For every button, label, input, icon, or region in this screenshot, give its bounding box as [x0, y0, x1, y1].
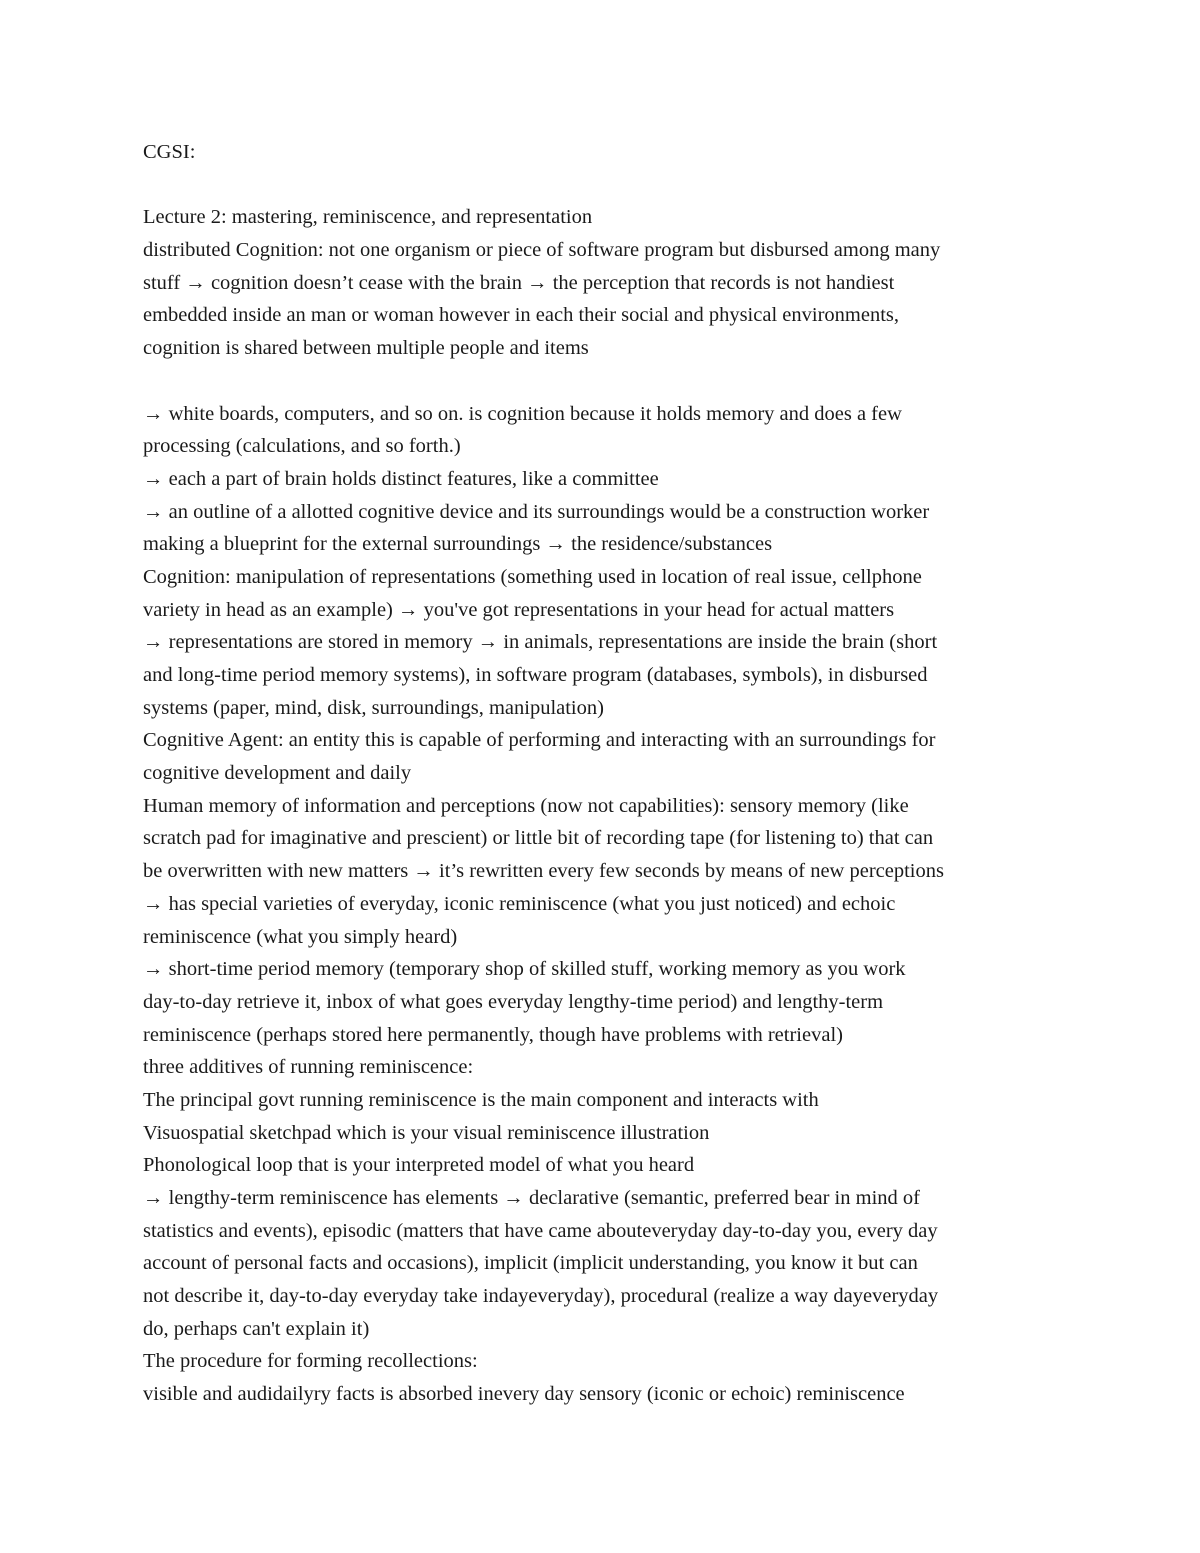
text-line: Phonological loop that is your interpreted model of what you heard [143, 1154, 695, 1177]
text-line: The procedure for forming recollections: [143, 1350, 478, 1373]
text-line: statistics and events), episodic (matters that have came abouteveryday day-to-day you, every day [143, 1219, 938, 1242]
text-line: The principal govt running reminiscence is the main component and interacts with [143, 1088, 819, 1111]
text-line: be overwritten with new matters → it’s rewritten every few seconds by means of new perceptions [143, 860, 944, 883]
text-line: three additives of running reminiscence: [143, 1056, 474, 1079]
text-line: distributed Cognition: not one organism or piece of software program but disbursed among many [143, 239, 941, 262]
text-line: cognition is shared between multiple people and items [143, 337, 589, 360]
text-line: Visuospatial sketchpad which is your visual reminiscence illustration [143, 1121, 710, 1144]
text-line: → has special varieties of everyday, iconic reminiscence (what you just noticed) and echoic [143, 892, 896, 915]
text-line: → each a part of brain holds distinct features, like a committee [143, 467, 659, 490]
document-page [143, 136, 1083, 1411]
text-line: processing (calculations, and so forth.) [143, 435, 461, 458]
text-line: reminiscence (what you simply heard) [143, 925, 458, 948]
text-line: systems (paper, mind, disk, surroundings, manipulation) [143, 696, 604, 719]
text-line: making a blueprint for the external surroundings → the residence/substances [143, 533, 773, 556]
blank-line [143, 365, 1083, 398]
text-line: → short-time period memory (temporary shop of skilled stuff, working memory as you work [143, 958, 906, 981]
text-line: day-to-day retrieve it, inbox of what goes everyday lengthy-time period) and lengthy-term [143, 990, 884, 1013]
text-line: Lecture 2: mastering, reminiscence, and representation [143, 206, 593, 229]
text-line: stuff → cognition doesn’t cease with the brain → the perception that records is not handiest [143, 271, 895, 294]
document-heading: CGSI: [143, 141, 196, 163]
text-line: cognitive development and daily [143, 762, 412, 785]
text-line: account of personal facts and occasions), implicit (implicit understanding, you know it but can [143, 1252, 918, 1275]
text-line: Human memory of information and perceptions (now not capabilities): sensory memory (like [143, 794, 909, 817]
text-line: not describe it, day-to-day everyday take indayeveryday), procedural (realize a way dayeveryday [143, 1285, 939, 1308]
text-line: scratch pad for imaginative and prescient) or little bit of recording tape (for listening to) that can [143, 827, 934, 850]
text-line: visible and audidailyry facts is absorbed inevery day sensory (iconic or echoic) reminiscence [143, 1383, 905, 1406]
text-line: → white boards, computers, and so on. is cognition because it holds memory and does a few [143, 402, 902, 425]
text-line: → representations are stored in memory → in animals, representations are inside the brain (short [143, 631, 938, 654]
text-line: do, perhaps can't explain it) [143, 1317, 370, 1340]
text-line: reminiscence (perhaps stored here permanently, though have problems with retrieval) [143, 1023, 843, 1046]
text-line: Cognitive Agent: an entity this is capable of performing and interacting with an surroundings for [143, 729, 936, 752]
text-line: variety in head as an example) → you've got representations in your head for actual matters [143, 598, 895, 621]
text-line: Cognition: manipulation of representations (something used in location of real issue, cellphone [143, 565, 922, 588]
text-line: → lengthy-term reminiscence has elements → declarative (semantic, preferred bear in mind of [143, 1187, 920, 1209]
text-line: → an outline of a allotted cognitive device and its surroundings would be a construction worker [143, 500, 930, 523]
text-line: embedded inside an man or woman however in each their social and physical environments, [143, 304, 899, 327]
blank-line [143, 169, 1083, 202]
document-body [143, 201, 1083, 1410]
text-line: and long-time period memory systems), in software program (databases, symbols), in disbursed [143, 664, 928, 686]
